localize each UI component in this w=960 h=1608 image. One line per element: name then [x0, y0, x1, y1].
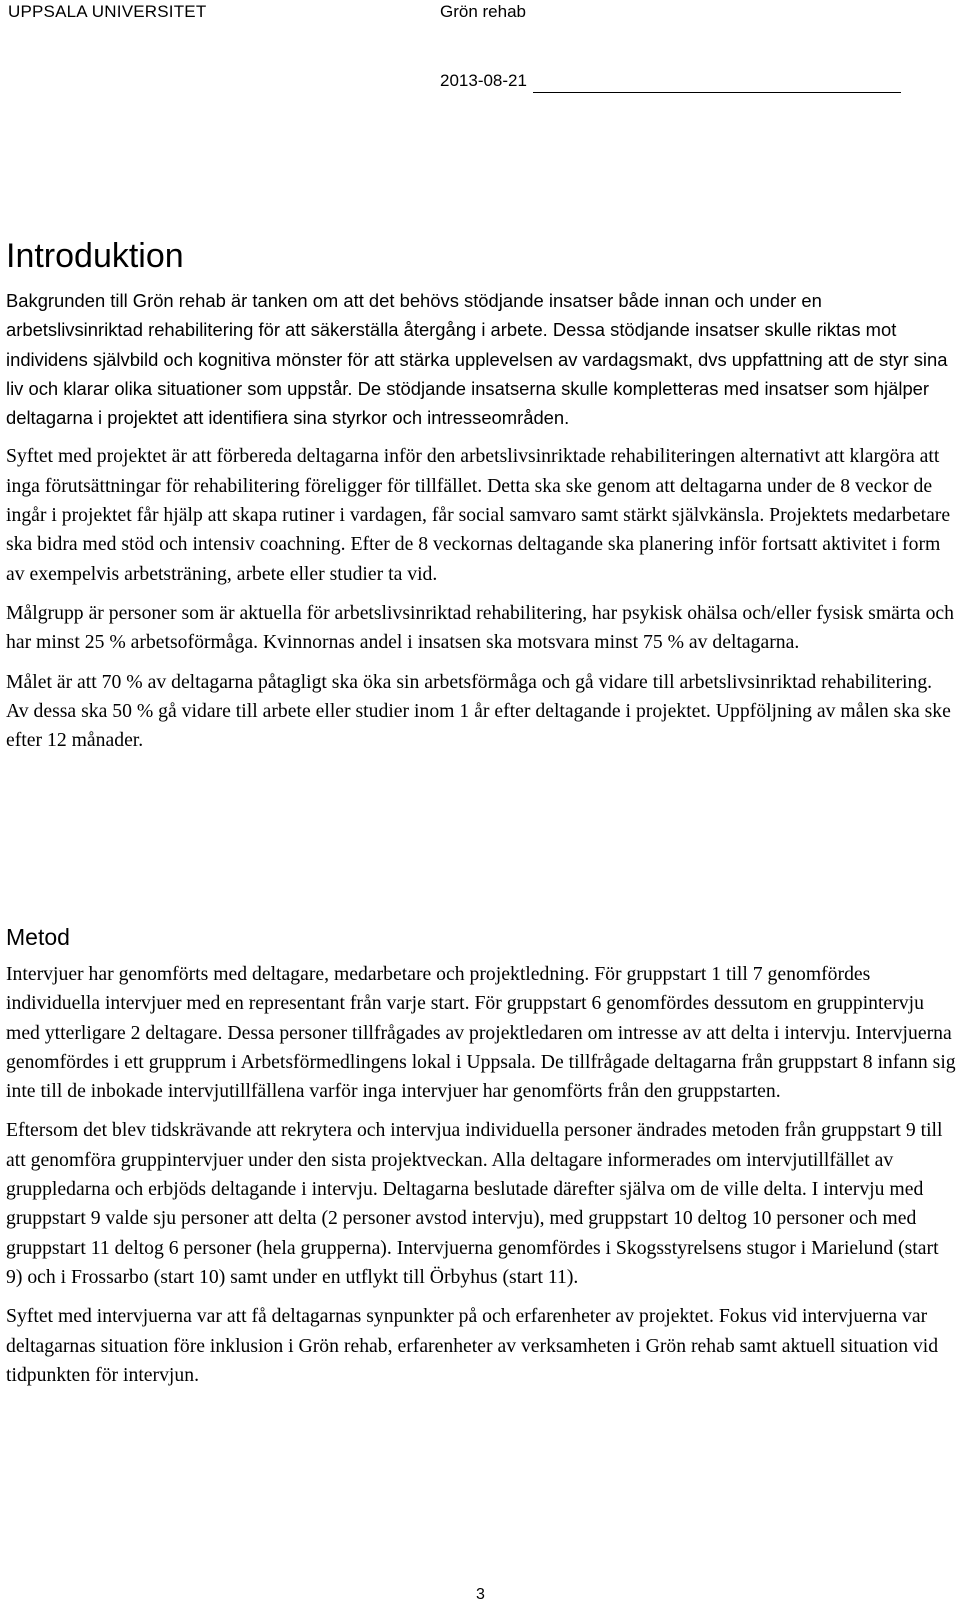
metod-paragraph-1: Intervjuer har genomförts med deltagare, medarbetare och projektledning. För gruppstart 1 till 7 genomfördes individuella intervjuer med en representant från varje start. För gruppstart 6 genomfördes dessutom en gruppintervju med ytterligare 2 deltagare. Dessa personer tillfrågades av projektledaren om intresse av att delta i intervju. Intervjuerna genomfördes i ett grupprum i Arbetsförmedlingens lokal i Uppsala. De tillfrågade deltagarna från gruppstart 8 infann sig inte till de inbokade intervjutillfällena varför inga intervjuer har genomförts från den gruppstarten.	[6, 963, 956, 1103]
metod-paragraph-3: Syftet med intervjuerna var att få deltagarnas synpunkter på och erfarenheter av projektet. Fokus vid intervjuerna var deltagarnas situation före inklusion i Grön rehab, erfarenheter av verksamheten i Grön rehab samt aktuell situation vid tidpunkten för intervjun.	[6, 1305, 939, 1386]
page-number: 3	[476, 1586, 485, 1603]
intro-paragraph-3: Målgrupp är personer som är aktuella för arbetslivsinriktad rehabilitering, har psykisk ohälsa och/eller fysisk smärta och har minst 25 % arbetsoförmåga. Kvinnornas andel i insatsen ska motsvara minst 75 % av deltagarna.	[6, 601, 954, 654]
header-rule	[533, 92, 901, 93]
metod-paragraph-2: Eftersom det blev tidskrävande att rekrytera och intervjua individuella personer ändrades metoden från gruppstart 9 till att genomföra gruppintervjuer under den sista projektveckan. Alla deltagare informerades om intervjutillfället av gruppledarna och erbjöds deltagande i intervju. Deltagarna beslutade därefter själva om de ville delta. I intervju med gruppstart 9 valde sju personer att delta (2 personer avstod intervju), med gruppstart 10 deltog 10 personer och med gruppstart 11 deltog 6 personer (hela grupperna). Intervjuerna genomfördes i Skogsstyrelsens stugor i Marielund (start 9) och i Frossarbo (start 10) samt under en utflykt till Örbyhus (start 11).	[6, 1119, 943, 1288]
section-metod	[6, 960, 956, 1400]
intro-paragraph-4: Målet är att 70 % av deltagarna påtagligt ska öka sin arbetsförmåga och gå vidare till arbetslivsinriktad rehabilitering. Av dessa ska 50 % gå vidare till arbete eller studier inom 1 år efter deltagande i projektet. Uppföljning av målen ska ske efter 12 månader.	[6, 670, 951, 752]
intro-paragraph-1: Bakgrunden till Grön rehab är tanken om att det behövs stödjande insatser både innan och under en arbetslivsinriktad rehabilitering för att säkerställa återgång i arbete. Dessa stödjande insatser skulle riktas mot individens självbild och kognitiva mönster för att stärka upplevelsen av vardagsmakt, dvs uppfattning att de styr sina liv och klarar olika situationer som uppstår. De stödjande insatserna skulle kompletteras med insatser som hjälper deltagarna i projektet att identifiera sina styrkor och intresseområden.	[6, 290, 948, 429]
intro-paragraph-2: Syftet med projektet är att förbereda deltagarna inför den arbetslivsinriktade rehabiliteringen alternativt att klargöra att inga förutsättningar för rehabilitering föreligger för tillfället. Detta ska ske genom att deltagarna under de 8 veckor de ingår i projektet får hjälp att skapa rutiner i vardagen, får social samvaro samt stärkt självkänsla. Projektets medarbetare ska bidra med stöd och intensiv coachning. Efter de 8 veckornas deltagande ska planering inför fortsatt aktivitet i form av exempelvis arbetsträning, arbete eller studier ta vid.	[6, 445, 951, 585]
section-introduktion	[6, 286, 956, 765]
header-project-name: Grön rehab	[440, 2, 526, 21]
section-title-metod: Metod	[6, 924, 70, 950]
section-title-introduktion: Introduktion	[6, 237, 184, 275]
header-date: 2013-08-21	[440, 71, 527, 90]
header-university: UPPSALA UNIVERSITET	[8, 2, 207, 21]
